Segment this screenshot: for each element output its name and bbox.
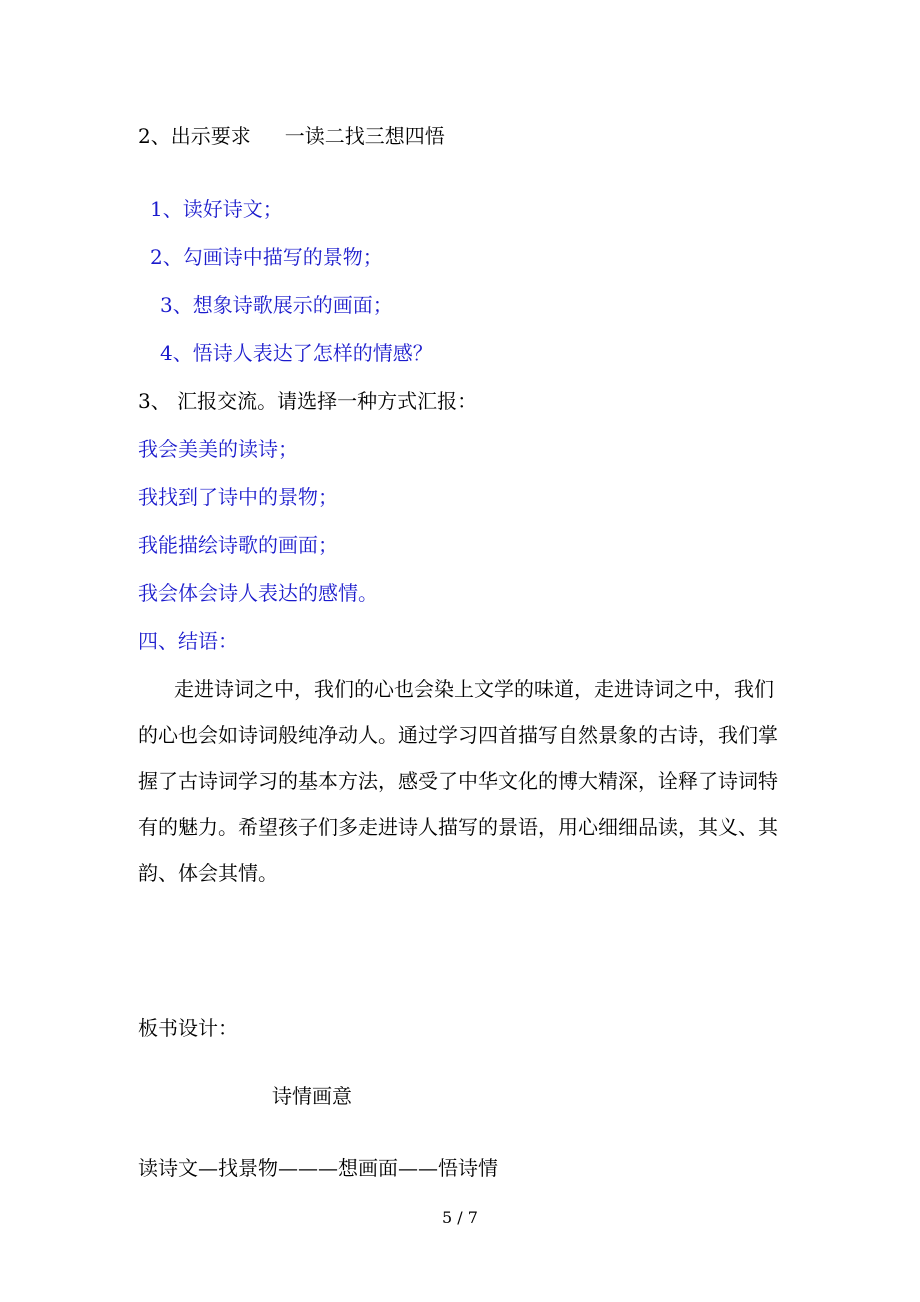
board-title: 诗情画意 [272, 1084, 352, 1108]
requirements-heading [138, 122, 445, 150]
report-option-1: 我会美美的读诗； [138, 437, 298, 461]
conclusion-heading: 四、结语： [138, 629, 238, 653]
requirements-heading-right: 一读二找三想四悟 [284, 124, 445, 148]
report-option-3: 我能描绘诗歌的画面； [138, 533, 338, 557]
board-flow: 读诗文—找景物———想画面——悟诗情 [138, 1156, 498, 1180]
report-heading: 3、 汇报交流。请选择一种方式汇报： [138, 389, 478, 413]
requirement-item-1: 1、读好诗文； [150, 197, 283, 221]
requirements-heading-left: 2、出示要求 [138, 124, 251, 148]
requirement-item-3: 3、想象诗歌展示的画面； [160, 293, 393, 317]
requirement-item-4: 4、悟诗人表达了怎样的情感？ [160, 341, 433, 365]
requirement-item-2: 2、勾画诗中描写的景物； [150, 245, 383, 269]
report-option-2: 我找到了诗中的景物； [138, 485, 338, 509]
conclusion-paragraph: 走进诗词之中，我们的心也会染上文学的味道，走进诗词之中，我们的心也会如诗词般纯净动人。通过学习四首描写自然景象的古诗，我们掌握了古诗词学习的基本方法，感受了中华文化的博大精深，诠释了诗词特有的魅力。希望孩子们多走进诗人描写的景语，用心细细品读，其义、其韵、体会其情。 [138, 677, 778, 885]
page-number: 5 / 7 [442, 1208, 478, 1227]
report-option-4: 我会体会诗人表达的感情。 [138, 581, 378, 605]
board-design-label: 板书设计： [138, 1016, 238, 1040]
